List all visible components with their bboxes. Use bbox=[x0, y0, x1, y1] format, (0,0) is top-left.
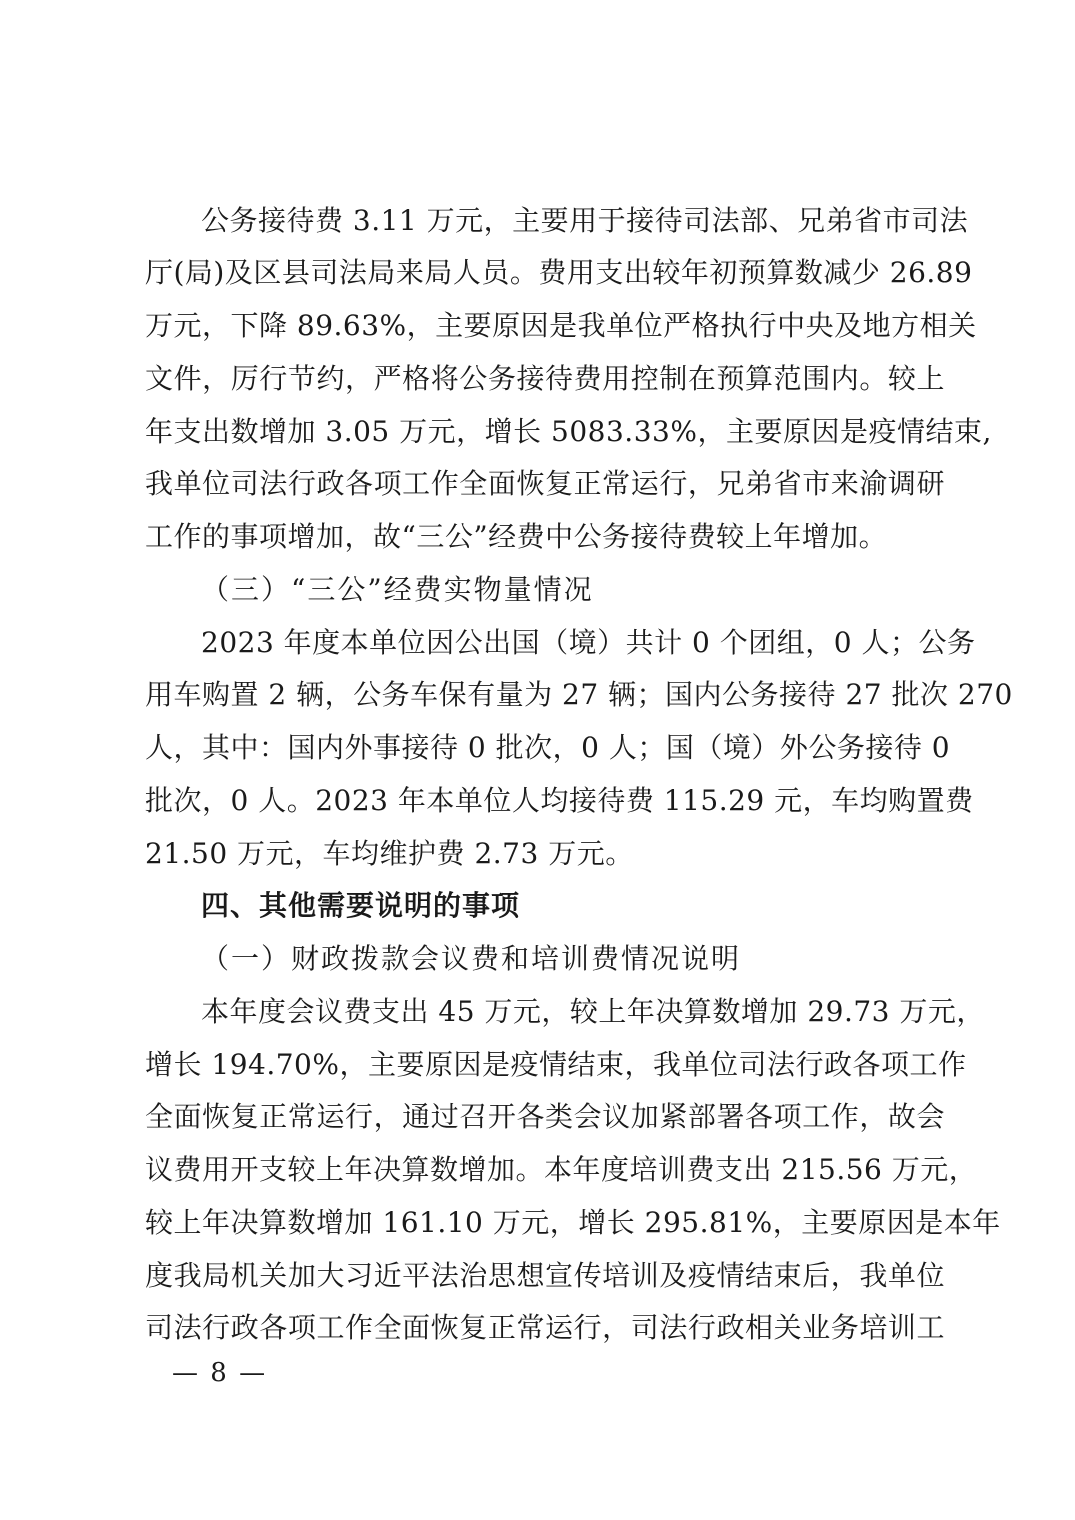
paragraph-line: 度我局机关加大习近平法治思想宣传培训及疫情结束后，我单位 bbox=[145, 1259, 945, 1292]
paragraph-line: 全面恢复正常运行，通过召开各类会议加紧部署各项工作，故会 bbox=[145, 1100, 945, 1133]
paragraph-line: 增长 194.70%，主要原因是疫情结束，我单位司法行政各项工作 bbox=[145, 1048, 967, 1081]
paragraph-line: 文件，厉行节约，严格将公务接待费用控制在预算范围内。较上 bbox=[145, 362, 945, 395]
paragraph-line: 议费用开支较上年决算数增加。本年度培训费支出 215.56 万元， bbox=[145, 1153, 978, 1186]
paragraph-line: 我单位司法行政各项工作全面恢复正常运行，兄弟省市来渝调研 bbox=[145, 467, 945, 500]
paragraph-line: 工作的事项增加，故“三公”经费中公务接待费较上年增加。 bbox=[145, 520, 888, 553]
paragraph-line: 21.50 万元，车均维护费 2.73 万元。 bbox=[145, 837, 634, 870]
paragraph-line: 厅(局)及区县司法局来局人员。费用支出较年初预算数减少 26.89 bbox=[145, 256, 973, 289]
paragraph-line: 公务接待费 3.11 万元，主要用于接待司法部、兄弟省市司法 bbox=[201, 204, 969, 237]
section-heading: 四、其他需要说明的事项 bbox=[201, 889, 521, 922]
paragraph-line: 年支出数增加 3.05 万元，增长 5083.33%，主要原因是疫情结束, bbox=[145, 415, 992, 448]
paragraph-line: 万元，下降 89.63%，主要原因是我单位严格执行中央及地方相关 bbox=[145, 309, 977, 342]
paragraph-line: 批次，0 人。2023 年本单位人均接待费 115.29 元，车均购置费 bbox=[145, 784, 974, 817]
paragraph-line: 用车购置 2 辆，公务车保有量为 27 辆；国内公务接待 27 批次 270 bbox=[145, 678, 1013, 711]
page-number: — 8 — bbox=[172, 1358, 268, 1388]
section-subheading: （三）“三公”经费实物量情况 bbox=[201, 573, 594, 606]
paragraph-line: 司法行政各项工作全面恢复正常运行，司法行政相关业务培训工 bbox=[145, 1311, 945, 1344]
paragraph-line: 2023 年度本单位因公出国（境）共计 0 个团组，0 人；公务 bbox=[201, 626, 976, 659]
paragraph-line: 较上年决算数增加 161.10 万元，增长 295.81%，主要原因是本年 bbox=[145, 1206, 1001, 1239]
paragraph-line: 本年度会议费支出 45 万元，较上年决算数增加 29.73 万元， bbox=[201, 995, 985, 1028]
paragraph-line: 人，其中：国内外事接待 0 批次，0 人；国（境）外公务接待 0 bbox=[145, 731, 951, 764]
section-subheading: （一）财政拨款会议费和培训费情况说明 bbox=[201, 942, 742, 975]
